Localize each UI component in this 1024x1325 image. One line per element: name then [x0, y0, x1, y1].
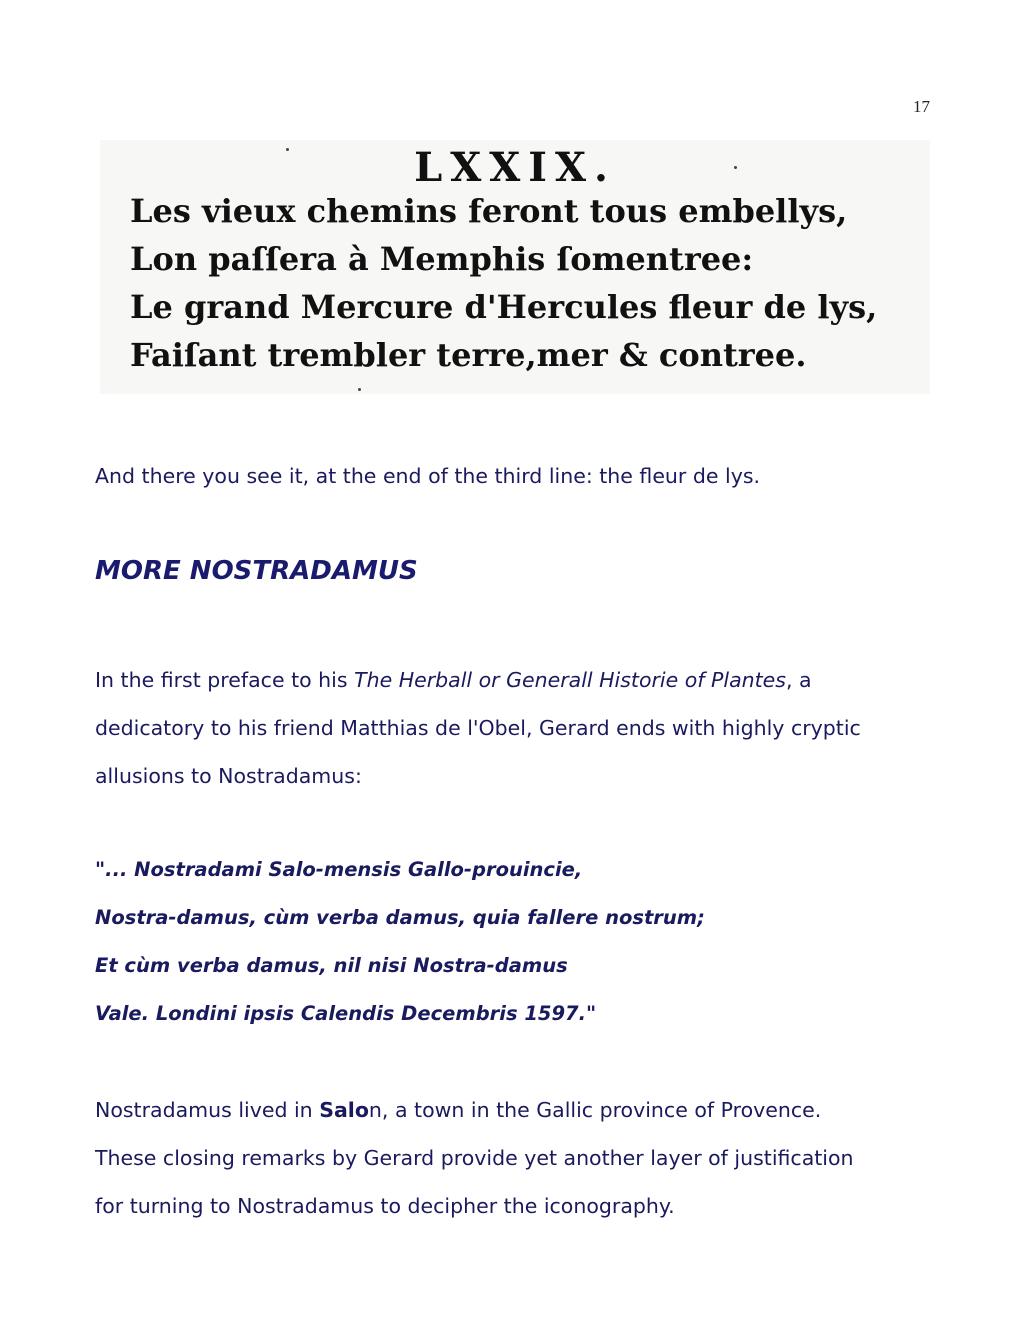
verse-line-3: Le grand Mercure d'Hercules fleur de lys,	[130, 288, 878, 326]
paragraph-2-line-3: for turning to Nostradamus to decipher the iconography.	[95, 1194, 675, 1218]
page-number: 17	[913, 97, 930, 116]
verse-numeral: LXXIX.	[414, 144, 616, 191]
quote-line-1: "... Nostradami Salo-mensis Gallo-prouincie,	[95, 858, 583, 881]
section-heading: MORE NOSTRADAMUS	[95, 556, 418, 586]
verse-line-2: Lon paſſera à Memphis ſomentree:	[130, 240, 754, 278]
p1-text: , a	[785, 668, 812, 692]
caption: And there you see it, at the end of the third line: the fleur de lys.	[95, 464, 761, 488]
quote-line-3: Et cùm verba damus, nil nisi Nostra-damus	[95, 954, 568, 977]
p2-text: Nostradamus lived in	[95, 1098, 320, 1122]
paragraph-1-line-3: allusions to Nostradamus:	[95, 764, 362, 788]
p1-text: In the first preface to his	[95, 668, 355, 692]
paragraph-1-line-2: dedicatory to his friend Matthias de l'Obel, Gerard ends with highly cryptic	[95, 716, 861, 740]
quote-line-2: Nostra-damus, cùm verba damus, quia fallere nostrum;	[95, 906, 705, 929]
verse-scan-image	[100, 140, 930, 394]
speck	[358, 388, 361, 391]
emphasis-salo: Salo	[319, 1098, 369, 1122]
book-title: The Herball or Generall Historie of Plantes	[354, 668, 786, 692]
p2-text: n, a town in the Gallic province of Provence.	[368, 1098, 822, 1122]
paragraph-2-line-2: These closing remarks by Gerard provide yet another layer of justification	[95, 1146, 854, 1170]
quote-line-4: Vale. Londini ipsis Calendis Decembris 1597."	[95, 1002, 597, 1025]
verse-line-1: Les vieux chemins feront tous embellys,	[130, 192, 848, 230]
paragraph-1-line-1	[95, 656, 935, 704]
paragraph-2-line-1	[95, 1086, 935, 1134]
verse-line-4: Faiſant trembler terre,mer & contree.	[130, 336, 807, 374]
